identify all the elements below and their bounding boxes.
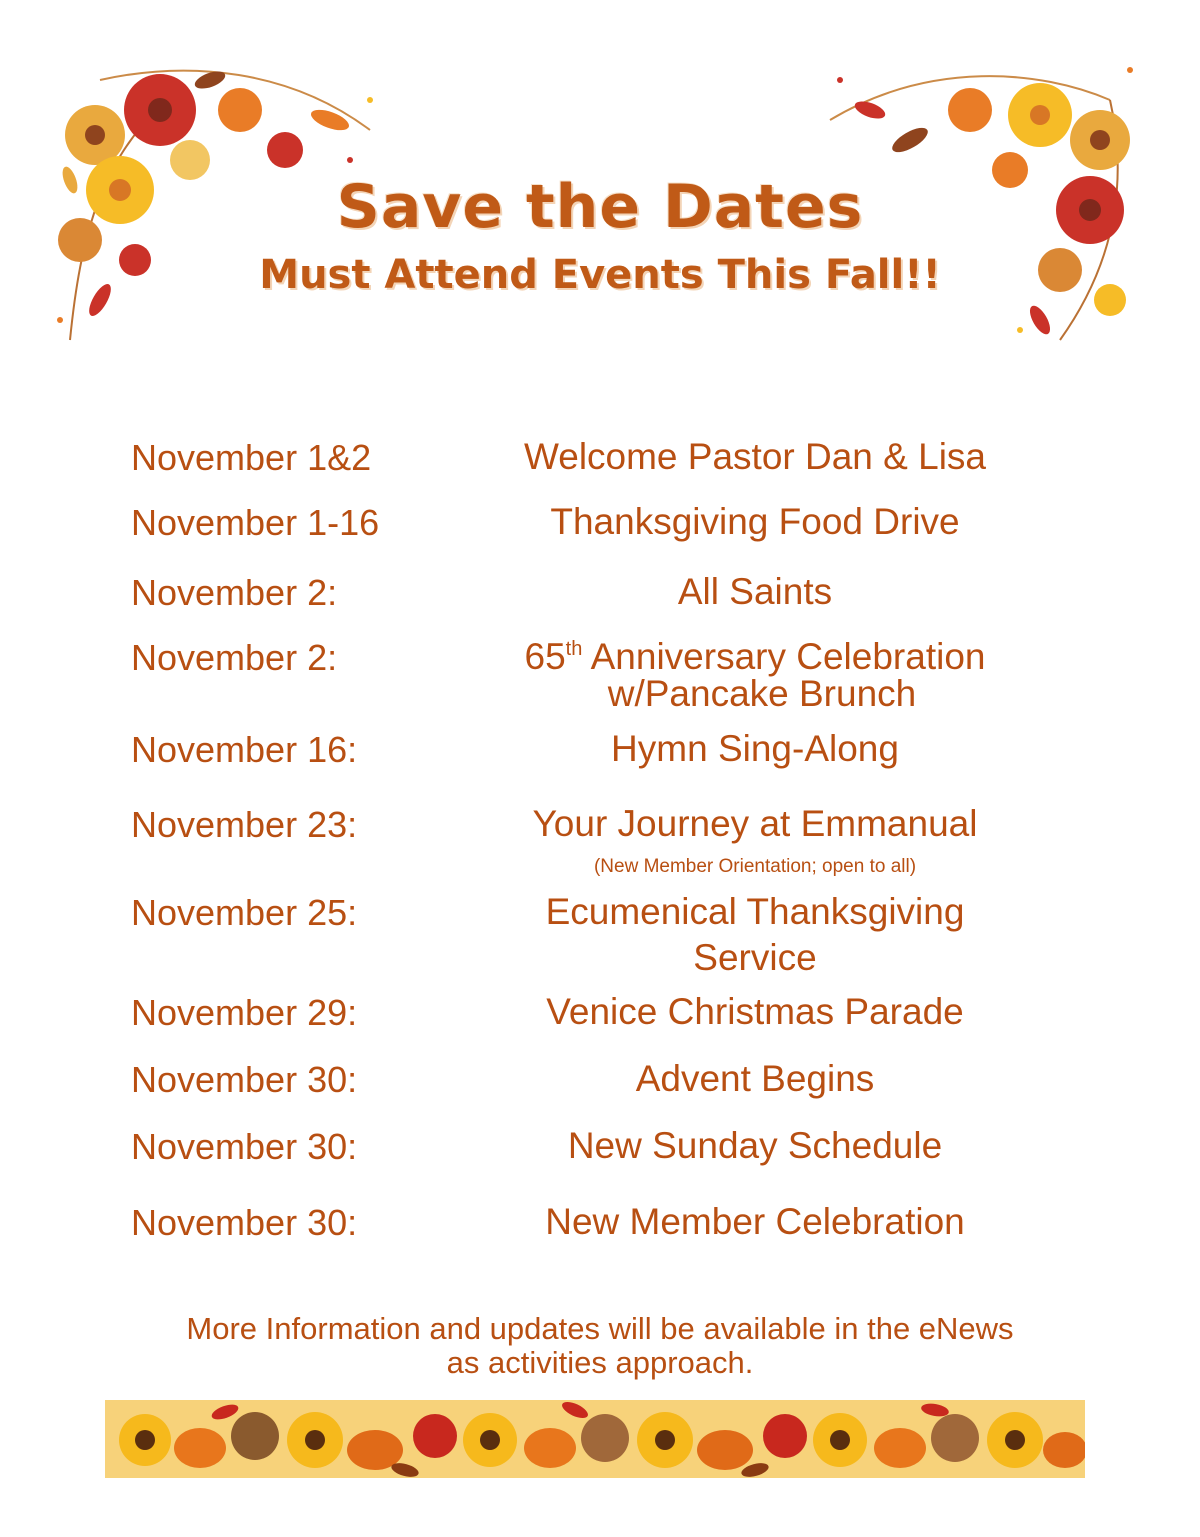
event-date: November 23: (131, 804, 358, 845)
event-title: Welcome Pastor Dan & Lisa (523, 436, 986, 477)
event-title-line2: w/Pancake Brunch (607, 673, 917, 714)
event-title: New Sunday Schedule (567, 1125, 943, 1166)
event-date: November 2: (131, 572, 338, 613)
event-note: (New Member Orientation; open to all) (593, 856, 917, 877)
page-subtitle: Must Attend Events This Fall!! (259, 252, 941, 298)
event-date: November 30: (131, 1126, 358, 1167)
event-title-ordinal: th (565, 638, 583, 660)
event-title (455, 638, 1055, 676)
event-title-text: Anniversary Celebration (590, 636, 986, 677)
event-title: New Member Celebration (545, 1201, 965, 1242)
event-title: Venice Christmas Parade (546, 991, 964, 1032)
event-date: November 2: (131, 637, 338, 678)
event-title: All Saints (677, 571, 833, 612)
footer-line: as activities approach. (446, 1345, 754, 1380)
event-date: November 29: (131, 992, 358, 1033)
event-date: November 16: (131, 729, 358, 770)
event-title: Advent Begins (635, 1058, 875, 1099)
event-date: November 30: (131, 1202, 358, 1243)
event-date: November 30: (131, 1059, 358, 1100)
event-title-line2: Service (693, 937, 817, 978)
event-date: November 25: (131, 892, 358, 933)
page-title: Save the Dates (336, 172, 864, 242)
event-title: Your Journey at Emmanual (532, 803, 978, 844)
event-date: November 1-16 (131, 502, 380, 543)
event-title: Thanksgiving Food Drive (550, 501, 960, 542)
event-date: November 1&2 (131, 437, 372, 478)
event-title-number: 65 (524, 636, 566, 677)
sunflower-pumpkin-border-icon (105, 1400, 1085, 1478)
footer-note (100, 1312, 1100, 1380)
event-title: Hymn Sing-Along (611, 728, 899, 769)
footer-line: More Information and updates will be available in the eNews (186, 1311, 1014, 1346)
event-title: Ecumenical Thanksgiving (545, 891, 965, 932)
